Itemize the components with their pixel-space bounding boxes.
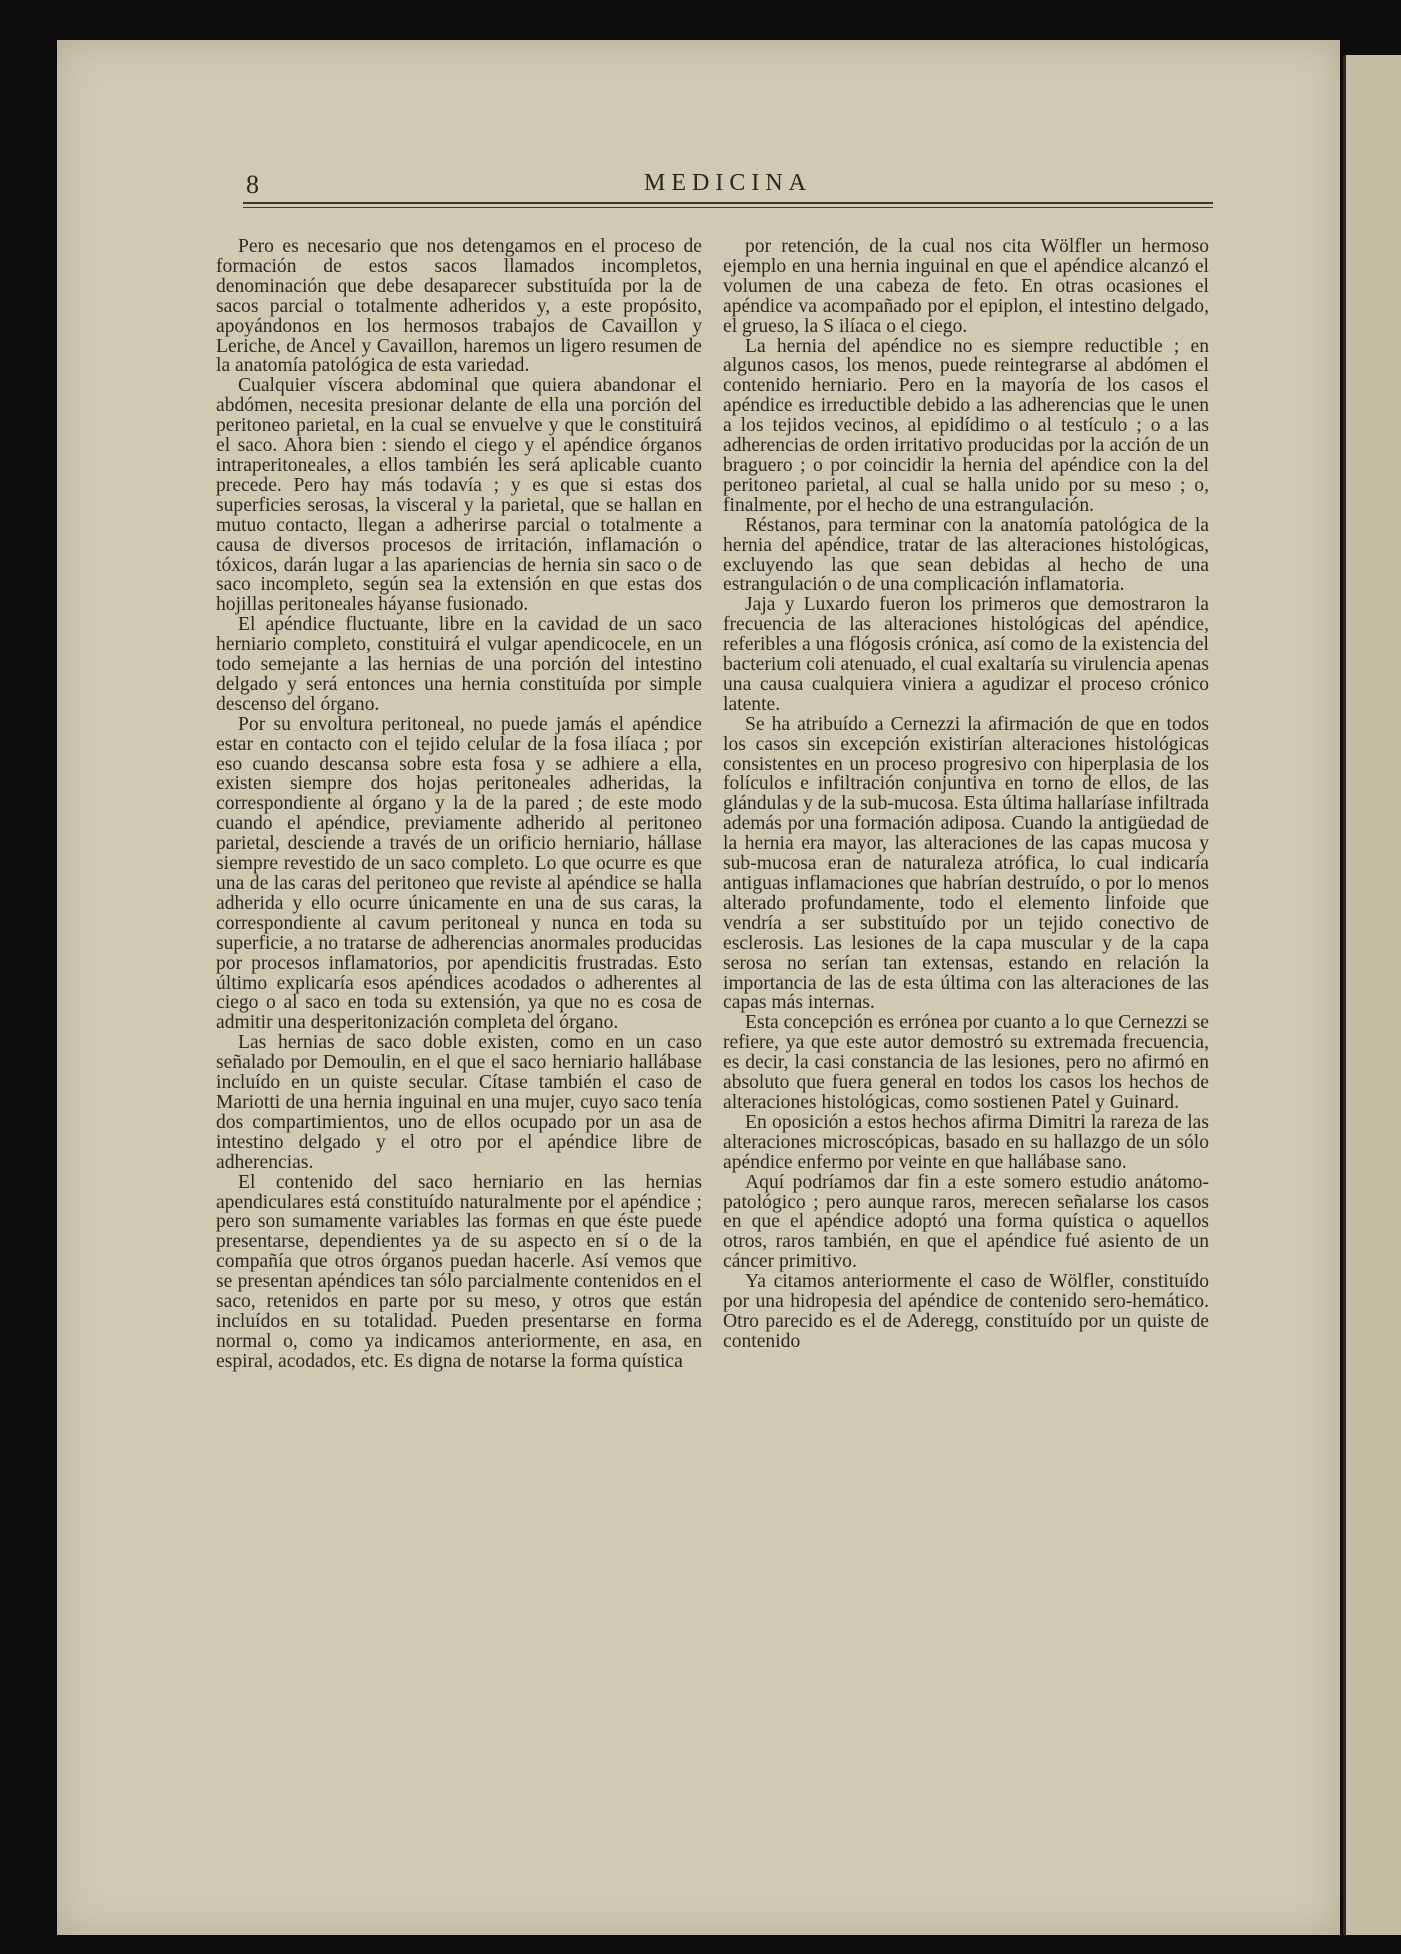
paragraph: Pero es necesario que nos detengamos en el proceso de formación de estos sacos llamados incompletos, denominación que debe desaparecer substituída por la de sacos parcial o totalmente adheridos y, a este propósito, apoyándonos en los hermosos trabajos de Cavaillon y Leriche, de Ancel y Cavaillon, haremos un ligero resumen de la anatomía patológica de esta variedad. <box>216 236 702 377</box>
paragraph: Se ha atribuído a Cernezzi la afirmación de que en todos los casos sin excepción existirían alteraciones histológicas consistentes en un proceso progresivo con hiperplasia de los folículos e infiltración conjuntiva en torno de ellos, de las glándulas y de la sub-mucosa. Esta última hallaríase infiltrada además por una formación adiposa. Cuando la antigüedad de la hernia era mayor, las alteraciones de las capas mucosa y sub-mucosa eran de naturaleza atrófica, lo cual indicaría antiguas inflamaciones que habrían destruído, o por lo menos alterado profundamente, todo el elemento linfoide que vendría a ser substituído por un tejido conectivo de esclerosis. Las lesiones de la capa muscular y de la capa serosa no serían tan extensas, estando en relación la importancia de las de esta última con las alteraciones de las capas más internas. <box>723 713 1209 1014</box>
paragraph: Réstanos, para terminar con la anatomía patológica de la hernia del apéndice, tratar de las alteraciones histológicas, excluyendo las que sean debidas al hecho de una estrangulación o de una complicación inflamatoria. <box>723 514 1209 596</box>
paragraph: Aquí podríamos dar fin a este somero estudio anátomo-patológico ; pero aunque raros, merecen señalarse los casos en que el apéndice adoptó una forma quística o aquellos otros, raros también, en que el apéndice fué asiento de un cáncer primitivo. <box>723 1171 1209 1273</box>
paragraph: Jaja y Luxardo fueron los primeros que demostraron la frecuencia de las alteraciones histológicas del apéndice, referibles a una flógosis crónica, así como de la existencia del bacterium coli atenuado, el cual exaltaría su virulencia apenas una causa cualquiera viniera a agudizar el proceso crónico latente. <box>723 594 1209 715</box>
paragraph: El contenido del saco herniario en las hernias apendiculares está constituído naturalmente por el apéndice ; pero son sumamente variables las formas en que éste puede presentarse, dependientes ya de su aspecto en sí o de la compañía que otros órganos puedan hacerle. Así vemos que se presentan apéndices tan sólo parcialmente contenidos en el saco, retenidos en parte por su meso, y otros que están incluídos en su totalidad. Pueden presentarse en forma normal o, como ya indicamos anteriormente, en asa, en espiral, acodados, etc. Es digna de notarse la forma quística <box>216 1171 702 1372</box>
next-page-edge <box>1343 55 1401 1935</box>
paragraph: Esta concepción es errónea por cuanto a lo que Cernezzi se refiere, ya que este autor demostró su extremada frecuencia, es decir, la casi constancia de las lesiones, pero no afirmó en absoluto que fuera general en todos los casos los hechos de alteraciones histológicas, como sostienen Patel y Guinard. <box>723 1012 1209 1113</box>
journal-title: MEDICINA <box>644 170 812 196</box>
text-column-left <box>216 237 702 1372</box>
paragraph: En oposición a estos hechos afirma Dimitri la rareza de las alteraciones microscópicas, basado en su hallazgo de un sólo apéndice enfermo por veinte en que hallábase sano. <box>723 1111 1209 1173</box>
paragraph: Ya citamos anteriormente el caso de Wölfler, constituído por una hidropesia del apéndice de contenido sero-hemático. Otro parecido es el de Aderegg, constituído por un quiste de contenido <box>723 1271 1209 1352</box>
page-header <box>243 170 1213 200</box>
paragraph: Las hernias de saco doble existen, como en un caso señalado por Demoulin, en el que el saco herniario hallábase incluído en un quiste secular. Cítase también el caso de Mariotti de una hernia inguinal en una mujer, cuyo saco tenía dos compartimientos, uno de ellos ocupado por un asa de intestino delgado y el otro por el apéndice libre de adherencias. <box>216 1032 702 1173</box>
page-number: 8 <box>246 170 259 199</box>
paragraph: La hernia del apéndice no es siempre reductible ; en algunos casos, los menos, puede reintegrarse al abdómen el contenido herniario. Pero en la mayoría de los casos el apéndice es irreductible debido a las adherencias que le unen a los tejidos vecinos, al epidídimo o al testículo ; o a las adherencias de orden irritativo producidas por la acción de un braguero ; o por coincidir la hernia del apéndice con la del peritoneo parietal, al cual se halla unido por su meso ; o, finalmente, por el hecho de una estrangulación. <box>723 335 1209 516</box>
paragraph: El apéndice fluctuante, libre en la cavidad de un saco herniario completo, constituirá el vulgar apendicocele, en un todo semejante a las hernias de una porción del intestino delgado y será entonces una hernia constituída por simple descenso del órgano. <box>216 614 702 715</box>
text-column-right <box>723 237 1209 1352</box>
header-rule <box>243 202 1213 208</box>
paragraph: por retención, de la cual nos cita Wölfler un hermoso ejemplo en una hernia inguinal en que el apéndice alcanzó el volumen de una cabeza de feto. En otras ocasiones el apéndice va acompañado por el epiplon, el intestino delgado, el grueso, la S ilíaca o el ciego. <box>723 236 1209 337</box>
paragraph: Por su envoltura peritoneal, no puede jamás el apéndice estar en contacto con el tejido celular de la fosa ilíaca ; por eso cuando descansa sobre esta fosa y se adhiere a ella, existen siempre dos hojas peritoneales adheridas, la correspondiente al órgano y la de la pared ; de este modo cuando el apéndice, previamente adherido al peritoneo parietal, desciende a través de un orificio herniario, hállase siempre revestido de un saco completo. Lo que ocurre es que una de las caras del peritoneo que reviste al apéndice se halla adherida y ello ocurre únicamente en una de sus caras, la correspondiente al cavum peritoneal y nunca en toda su superficie, a no tratarse de adherencias anormales producidas por procesos inflamatorios, por apendicitis frustradas. Esto último explicaría esos apéndices acodados o adherentes al ciego o al saco en toda su extensión, ya que no es cosa de admitir una desperitonización completa del órgano. <box>216 713 702 1034</box>
paragraph: Cualquier víscera abdominal que quiera abandonar el abdómen, necesita presionar delante de ella una porción del peritoneo parietal, en la cual se envuelve y que le constituirá el saco. Ahora bien : siendo el ciego y el apéndice órganos intraperitoneales, a ellos también les será aplicable cuanto precede. Pero hay más todavía ; y es que si estas dos superficies serosas, la visceral y la parietal, que se hallan en mutuo contacto, llegan a adherirse parcial o totalmente a causa de diversos procesos de irritación, inflamación o tóxicos, darán lugar a las apariencias de hernia sin saco o de saco incompleto, según sea la extensión en que estas dos hojillas peritoneales háyanse fusionado. <box>216 375 702 616</box>
